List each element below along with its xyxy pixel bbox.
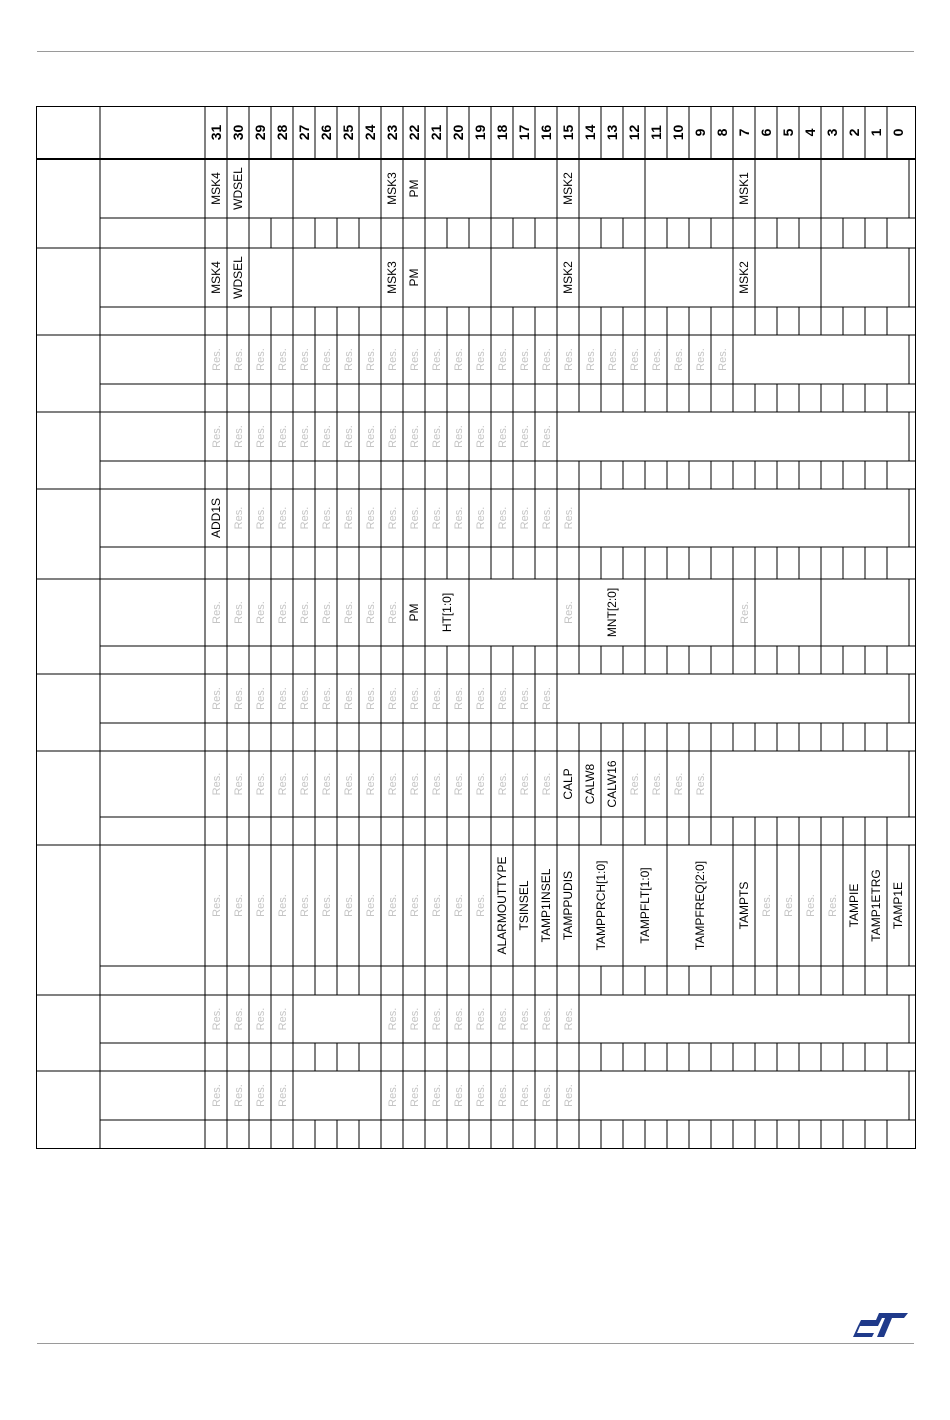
- field-name-label: PM: [407, 603, 421, 622]
- reserved-bit-label: Res.: [651, 348, 663, 371]
- bit-number-label: 18: [494, 124, 510, 141]
- bit-number-label: 28: [274, 124, 290, 141]
- reserved-bit-label: Res.: [431, 348, 443, 371]
- reserved-bit-label: Res.: [211, 1007, 223, 1031]
- bit-number-label: 4: [802, 128, 818, 137]
- field-name-label: HT[1:0]: [440, 592, 454, 633]
- field-name-label: ALARMOUTTYPE: [495, 856, 509, 955]
- reserved-bit-label: Res.: [519, 1007, 531, 1031]
- reserved-bit-label: Res.: [233, 348, 245, 371]
- reserved-bit-label: Res.: [277, 348, 289, 371]
- reserved-bit-label: Res.: [541, 772, 553, 796]
- reserved-bit-label: Res.: [563, 506, 575, 530]
- bit-number-label: 19: [472, 124, 488, 141]
- bit-number-label: 13: [604, 124, 620, 141]
- field-name-label: TAMP1E: [891, 881, 905, 930]
- reserved-bit-label: Res.: [233, 687, 245, 710]
- reserved-bit-label: Res.: [255, 894, 267, 917]
- reserved-bit-label: Res.: [211, 687, 223, 710]
- reserved-bit-label: Res.: [519, 348, 531, 371]
- field-name-label: TAMP1ETRG: [869, 869, 883, 942]
- reserved-bit-label: Res.: [695, 772, 707, 796]
- reserved-bit-label: Res.: [255, 425, 267, 448]
- reserved-bit-label: Res.: [585, 348, 597, 371]
- reserved-bit-label: Res.: [233, 772, 245, 796]
- reserved-bit-label: Res.: [365, 772, 377, 796]
- field-name-label: TAMP1INSEL: [539, 868, 553, 943]
- reserved-bit-label: Res.: [475, 506, 487, 530]
- field-name-label: MSK3: [385, 172, 399, 205]
- reserved-bit-label: Res.: [299, 687, 311, 710]
- register-map-table: [36, 106, 916, 1149]
- reserved-bit-label: Res.: [233, 425, 245, 448]
- reserved-bit-label: Res.: [233, 506, 245, 530]
- bit-number-label: 0: [890, 128, 906, 137]
- bit-number-label: 24: [362, 124, 378, 141]
- field-name-label: MNT[2:0]: [605, 587, 619, 638]
- reserved-bit-label: Res.: [431, 687, 443, 710]
- reserved-bit-label: Res.: [563, 1084, 575, 1107]
- reserved-bit-label: Res.: [255, 772, 267, 796]
- reserved-bit-label: Res.: [343, 772, 355, 796]
- reserved-bit-label: Res.: [343, 687, 355, 710]
- reserved-bit-label: Res.: [233, 1084, 245, 1107]
- reserved-bit-label: Res.: [453, 506, 465, 530]
- reserved-bit-label: Res.: [277, 601, 289, 624]
- reserved-bit-label: Res.: [387, 1007, 399, 1031]
- reserved-bit-label: Res.: [211, 601, 223, 624]
- bit-number-label: 1: [868, 128, 884, 137]
- reserved-bit-label: Res.: [255, 1084, 267, 1107]
- reserved-bit-label: Res.: [211, 348, 223, 371]
- reserved-bit-label: Res.: [321, 348, 333, 371]
- field-name-label: WDSEL: [231, 167, 245, 210]
- reserved-bit-label: Res.: [475, 687, 487, 710]
- reserved-bit-label: Res.: [365, 348, 377, 371]
- reserved-bit-label: Res.: [387, 601, 399, 624]
- reserved-bit-label: Res.: [651, 772, 663, 796]
- field-name-label: TAMPPUDIS: [561, 870, 575, 941]
- reserved-bit-label: Res.: [431, 772, 443, 796]
- field-name-label: MSK2: [561, 172, 575, 205]
- reserved-bit-label: Res.: [233, 1007, 245, 1031]
- reserved-bit-label: Res.: [541, 348, 553, 371]
- reserved-bit-label: Res.: [519, 687, 531, 710]
- reserved-bit-label: Res.: [321, 601, 333, 624]
- reserved-bit-label: Res.: [497, 772, 509, 796]
- reserved-bit-label: Res.: [321, 506, 333, 530]
- reserved-bit-label: Res.: [497, 425, 509, 448]
- reserved-bit-label: Res.: [409, 894, 421, 917]
- reserved-bit-label: Res.: [431, 506, 443, 530]
- reserved-bit-label: Res.: [277, 506, 289, 530]
- reserved-bit-label: Res.: [299, 425, 311, 448]
- field-name-label: TAMPFLT[1:0]: [638, 867, 652, 944]
- reserved-bit-label: Res.: [387, 425, 399, 448]
- bit-number-label: 7: [736, 128, 752, 137]
- reserved-bit-label: Res.: [475, 1007, 487, 1031]
- reserved-bit-label: Res.: [409, 1084, 421, 1107]
- reserved-bit-label: Res.: [321, 772, 333, 796]
- reserved-bit-label: Res.: [563, 601, 575, 624]
- field-name-label: TSINSEL: [517, 880, 531, 931]
- reserved-bit-label: Res.: [233, 894, 245, 917]
- reserved-bit-label: Res.: [475, 772, 487, 796]
- reserved-bit-label: Res.: [541, 506, 553, 530]
- reserved-bit-label: Res.: [255, 687, 267, 710]
- reserved-bit-label: Res.: [321, 687, 333, 710]
- bit-number-label: 3: [824, 128, 840, 137]
- reserved-bit-label: Res.: [563, 348, 575, 371]
- reserved-bit-label: Res.: [277, 894, 289, 917]
- field-name-label: TAMPTS: [737, 881, 751, 930]
- reserved-bit-label: Res.: [607, 348, 619, 371]
- field-name-label: MSK1: [737, 172, 751, 205]
- reserved-bit-label: Res.: [233, 601, 245, 624]
- reserved-bit-label: Res.: [211, 425, 223, 448]
- reserved-bit-label: Res.: [783, 894, 795, 917]
- field-name-label: TAMPIE: [847, 883, 861, 928]
- bit-number-label: 10: [670, 124, 686, 141]
- bit-number-label: 30: [230, 124, 246, 141]
- footer-rule: [37, 1343, 914, 1344]
- reserved-bit-label: Res.: [365, 425, 377, 448]
- reserved-bit-label: Res.: [409, 1007, 421, 1031]
- field-name-label: CALP: [561, 768, 575, 800]
- reserved-bit-label: Res.: [387, 772, 399, 796]
- reserved-bit-label: Res.: [497, 506, 509, 530]
- reserved-bit-label: Res.: [255, 348, 267, 371]
- reserved-bit-label: Res.: [343, 348, 355, 371]
- reserved-bit-label: Res.: [739, 601, 751, 624]
- reserved-bit-label: Res.: [343, 425, 355, 448]
- reserved-bit-label: Res.: [541, 425, 553, 448]
- bit-number-label: 11: [648, 125, 664, 140]
- reserved-bit-label: Res.: [563, 1007, 575, 1031]
- field-name-label: CALW8: [583, 763, 597, 805]
- reserved-bit-label: Res.: [673, 772, 685, 796]
- reserved-bit-label: Res.: [409, 687, 421, 710]
- reserved-bit-label: Res.: [629, 348, 641, 371]
- bit-number-label: 14: [582, 124, 598, 141]
- bit-number-label: 31: [208, 124, 224, 141]
- bit-number-label: 20: [450, 124, 466, 141]
- reserved-bit-label: Res.: [343, 894, 355, 917]
- reserved-bit-label: Res.: [519, 506, 531, 530]
- field-name-label: PM: [407, 179, 421, 198]
- reserved-bit-label: Res.: [365, 687, 377, 710]
- reserved-bit-label: Res.: [387, 348, 399, 371]
- reserved-bit-label: Res.: [519, 425, 531, 448]
- reserved-bit-label: Res.: [277, 425, 289, 448]
- field-name-label: MSK4: [209, 261, 223, 294]
- reserved-bit-label: Res.: [365, 894, 377, 917]
- bit-number-label: 2: [846, 128, 862, 137]
- reserved-bit-label: Res.: [277, 772, 289, 796]
- bit-number-label: 26: [318, 124, 334, 141]
- reserved-bit-label: Res.: [629, 772, 641, 796]
- field-name-label: MSK4: [209, 172, 223, 205]
- reserved-bit-label: Res.: [387, 1084, 399, 1107]
- reserved-bit-label: Res.: [497, 1007, 509, 1031]
- reserved-bit-label: Res.: [321, 894, 333, 917]
- reserved-bit-label: Res.: [211, 772, 223, 796]
- reserved-bit-label: Res.: [541, 1007, 553, 1031]
- reserved-bit-label: Res.: [365, 506, 377, 530]
- bit-number-label: 8: [714, 128, 730, 137]
- reserved-bit-label: Res.: [255, 601, 267, 624]
- reserved-bit-label: Res.: [277, 687, 289, 710]
- reserved-bit-label: Res.: [211, 1084, 223, 1107]
- reserved-bit-label: Res.: [343, 601, 355, 624]
- reserved-bit-label: Res.: [431, 425, 443, 448]
- bit-number-label: 23: [384, 124, 400, 141]
- reserved-bit-label: Res.: [299, 506, 311, 530]
- reserved-bit-label: Res.: [541, 687, 553, 710]
- bit-number-label: 17: [516, 124, 532, 141]
- bit-number-label: 16: [538, 124, 554, 141]
- reserved-bit-label: Res.: [431, 1007, 443, 1031]
- reserved-bit-label: Res.: [453, 1084, 465, 1107]
- bit-number-label: 15: [560, 124, 576, 141]
- reserved-bit-label: Res.: [695, 348, 707, 371]
- bit-number-label: 27: [296, 124, 312, 141]
- reserved-bit-label: Res.: [497, 687, 509, 710]
- field-name-label: PM: [407, 268, 421, 287]
- field-name-label: ADD1S: [209, 497, 223, 539]
- field-name-label: TAMPFREQ[2:0]: [693, 860, 707, 951]
- reserved-bit-label: Res.: [365, 601, 377, 624]
- reserved-bit-label: Res.: [387, 894, 399, 917]
- reserved-bit-label: Res.: [717, 348, 729, 371]
- reserved-bit-label: Res.: [453, 894, 465, 917]
- reserved-bit-label: Res.: [409, 425, 421, 448]
- reserved-bit-label: Res.: [299, 894, 311, 917]
- reserved-bit-label: Res.: [453, 1007, 465, 1031]
- field-name-label: CALW16: [605, 760, 619, 808]
- reserved-bit-label: Res.: [299, 601, 311, 624]
- reserved-bit-label: Res.: [497, 348, 509, 371]
- reserved-bit-label: Res.: [387, 506, 399, 530]
- field-name-label: MSK2: [561, 261, 575, 294]
- reserved-bit-label: Res.: [805, 894, 817, 917]
- reserved-bit-label: Res.: [387, 687, 399, 710]
- reserved-bit-label: Res.: [431, 1084, 443, 1107]
- reserved-bit-label: Res.: [255, 1007, 267, 1031]
- reserved-bit-label: Res.: [409, 772, 421, 796]
- field-name-label: WDSEL: [231, 256, 245, 299]
- reserved-bit-label: Res.: [277, 1007, 289, 1031]
- reserved-bit-label: Res.: [519, 772, 531, 796]
- bit-number-label: 22: [406, 124, 422, 141]
- reserved-bit-label: Res.: [475, 348, 487, 371]
- field-name-label: TAMPPRCH[1:0]: [594, 860, 608, 951]
- reserved-bit-label: Res.: [299, 772, 311, 796]
- bit-number-label: 5: [780, 128, 796, 137]
- bit-number-label: 9: [692, 128, 708, 137]
- reserved-bit-label: Res.: [475, 894, 487, 917]
- bit-number-label: 25: [340, 124, 356, 141]
- reserved-bit-label: Res.: [497, 1084, 509, 1107]
- reserved-bit-label: Res.: [541, 1084, 553, 1107]
- reserved-bit-label: Res.: [453, 772, 465, 796]
- header-rule: [37, 51, 914, 52]
- reserved-bit-label: Res.: [255, 506, 267, 530]
- reserved-bit-label: Res.: [299, 348, 311, 371]
- field-name-label: MSK2: [737, 261, 751, 294]
- reserved-bit-label: Res.: [277, 1084, 289, 1107]
- reserved-bit-label: Res.: [827, 894, 839, 917]
- reserved-bit-label: Res.: [453, 425, 465, 448]
- reserved-bit-label: Res.: [211, 894, 223, 917]
- reserved-bit-label: Res.: [475, 1084, 487, 1107]
- bit-number-label: 29: [252, 124, 268, 141]
- reserved-bit-label: Res.: [409, 348, 421, 371]
- reserved-bit-label: Res.: [673, 348, 685, 371]
- reserved-bit-label: Res.: [431, 894, 443, 917]
- reserved-bit-label: Res.: [453, 687, 465, 710]
- table-border: [37, 107, 916, 1149]
- bit-number-label: 21: [428, 124, 444, 141]
- reserved-bit-label: Res.: [453, 348, 465, 371]
- reserved-bit-label: Res.: [475, 425, 487, 448]
- reserved-bit-label: Res.: [343, 506, 355, 530]
- bit-number-label: 12: [626, 124, 642, 141]
- reserved-bit-label: Res.: [761, 894, 773, 917]
- reserved-bit-label: Res.: [321, 425, 333, 448]
- st-logo: [852, 1312, 910, 1338]
- reserved-bit-label: Res.: [409, 506, 421, 530]
- bit-number-label: 6: [758, 128, 774, 137]
- reserved-bit-label: Res.: [519, 1084, 531, 1107]
- field-name-label: MSK3: [385, 261, 399, 294]
